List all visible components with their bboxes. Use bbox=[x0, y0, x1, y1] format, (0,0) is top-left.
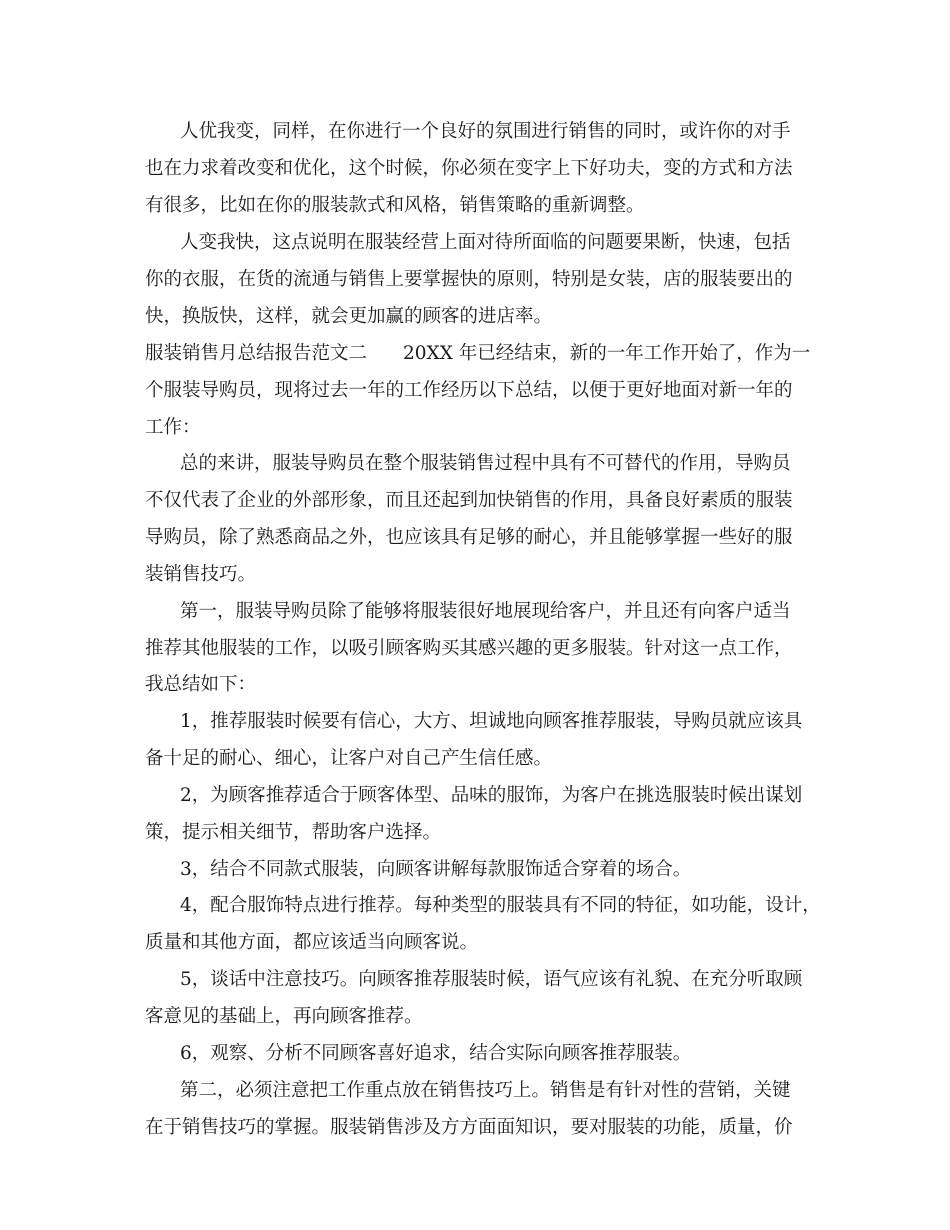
section-heading: 服装销售月总结报告范文二 bbox=[145, 343, 368, 364]
line-text: 5，谈话中注意技巧。向顾客推荐服装时候，语气应该有礼貌、在充分听取顾 bbox=[180, 969, 803, 990]
line-text: 20XX 年已经结束，新的一年工作开始了，作为一 bbox=[403, 343, 811, 364]
text-line bbox=[0, 336, 950, 372]
text-line bbox=[0, 594, 950, 630]
line-text: 质量和其他方面，都应该适当向顾客说。 bbox=[145, 932, 479, 953]
line-text: 推荐其他服装的工作，以吸引顾客购买其感兴趣的更多服装。针对这一点工作， bbox=[145, 638, 793, 659]
line-text: 4，配合服饰特点进行推荐。每种类型的服装具有不同的特征，如功能，设计， bbox=[180, 895, 821, 916]
text-line bbox=[0, 1110, 950, 1146]
line-text: 人优我变，同样，在你进行一个良好的氛围进行销售的同时，或许你的对手 bbox=[180, 121, 791, 142]
text-line bbox=[0, 151, 950, 187]
text-line bbox=[0, 262, 950, 298]
text-line bbox=[0, 1073, 950, 1109]
text-line bbox=[0, 557, 950, 593]
line-text: 也在力求着改变和优化，这个时候，你必须在变字上下好功夫，变的方式和方法 bbox=[145, 158, 793, 179]
text-line bbox=[0, 999, 950, 1035]
line-text: 不仅代表了企业的外部形象，而且还起到加快销售的作用，具备良好素质的服装 bbox=[145, 490, 793, 511]
line-text: 我总结如下： bbox=[145, 674, 257, 695]
text-line bbox=[0, 962, 950, 998]
line-text: 你的衣服，在货的流通与销售上要掌握快的原则，特别是女装，店的服装要出的 bbox=[145, 269, 793, 290]
line-text: 第一，服装导购员除了能够将服装很好地展现给客户，并且还有向客户适当 bbox=[180, 601, 791, 622]
line-text: 总的来讲，服装导购员在整个服装销售过程中具有不可替代的作用，导购员 bbox=[180, 453, 791, 474]
text-line bbox=[0, 225, 950, 261]
text-line bbox=[0, 741, 950, 777]
text-line bbox=[0, 631, 950, 667]
text-line bbox=[0, 815, 950, 851]
line-text: 人变我快，这点说明在服装经营上面对待所面临的问题要果断，快速，包括 bbox=[180, 232, 791, 253]
line-text: 备十足的耐心、细心，让客户对自己产生信任感。 bbox=[145, 748, 553, 769]
line-text: 有很多，比如在你的服装款式和风格，销售策略的重新调整。 bbox=[145, 195, 645, 216]
text-line bbox=[0, 888, 950, 924]
text-line bbox=[0, 373, 950, 409]
line-text: 客意见的基础上，再向顾客推荐。 bbox=[145, 1006, 423, 1027]
text-line bbox=[0, 925, 950, 961]
text-line bbox=[0, 520, 950, 556]
text-line bbox=[0, 446, 950, 482]
text-line bbox=[0, 114, 950, 150]
line-text: 策，提示相关细节，帮助客户选择。 bbox=[145, 822, 442, 843]
text-line bbox=[0, 483, 950, 519]
text-line bbox=[0, 299, 950, 335]
text-line bbox=[0, 778, 950, 814]
text-line bbox=[0, 188, 950, 224]
text-line bbox=[0, 667, 950, 703]
line-text: 个服装导购员，现将过去一年的工作经历以下总结，以便于更好地面对新一年的 bbox=[145, 380, 793, 401]
line-text: 6，观察、分析不同顾客喜好追求，结合实际向顾客推荐服装。 bbox=[180, 1043, 692, 1064]
line-text: 在于销售技巧的掌握。服装销售涉及方方面面知识，要对服装的功能，质量，价 bbox=[145, 1117, 793, 1138]
text-line bbox=[0, 852, 950, 888]
text-line bbox=[0, 1036, 950, 1072]
line-text: 装销售技巧。 bbox=[145, 564, 257, 585]
line-text: 3，结合不同款式服装，向顾客讲解每款服饰适合穿着的场合。 bbox=[180, 859, 692, 880]
line-text: 快，换版快，这样，就会更加赢的顾客的进店率。 bbox=[145, 306, 553, 327]
line-text: 2，为顾客推荐适合于顾客体型、品味的服饰，为客户在挑选服装时候出谋划 bbox=[180, 785, 803, 806]
line-text: 第二，必须注意把工作重点放在销售技巧上。销售是有针对性的营销，关键 bbox=[180, 1080, 791, 1101]
text-line bbox=[0, 704, 950, 740]
line-text: 导购员，除了熟悉商品之外，也应该具有足够的耐心，并且能够掌握一些好的服 bbox=[145, 527, 793, 548]
line-text: 1，推荐服装时候要有信心，大方、坦诚地向顾客推荐服装，导购员就应该具 bbox=[180, 711, 803, 732]
line-text: 工作： bbox=[145, 417, 201, 438]
text-line bbox=[0, 410, 950, 446]
